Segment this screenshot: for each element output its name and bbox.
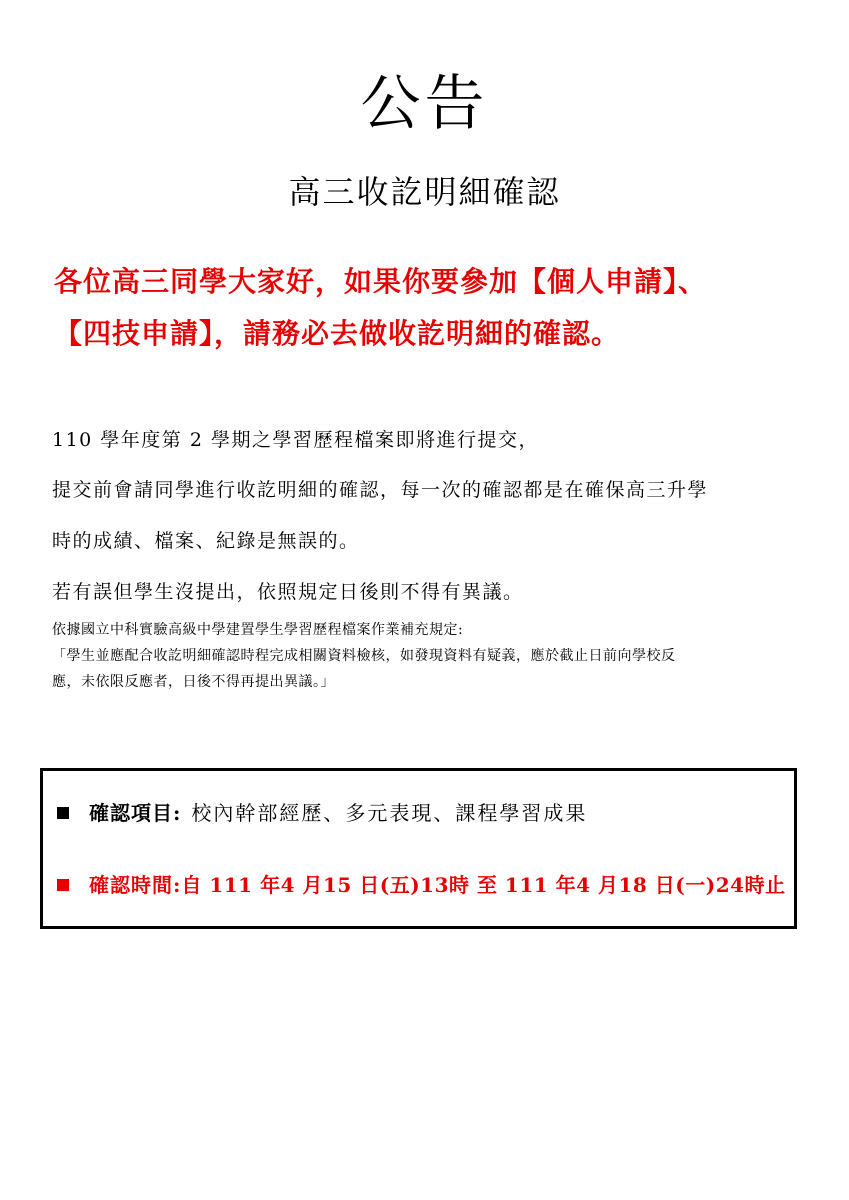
rule-line-3: 應，未依限反應者，日後不得再提出異議。」 [52, 674, 335, 690]
emphasis-line-1: 各位高三同學大家好，如果你要參加【個人申請】、 [54, 265, 708, 298]
confirmation-items-row [57, 799, 587, 827]
notice-subtitle: 高三收訖明細確認 [288, 173, 561, 211]
confirmation-time-row [57, 871, 786, 899]
body-line-2: 提交前會請同學進行收訖明細的確認，每一次的確認都是在確保高三升學 [52, 479, 709, 501]
rule-line-2: 「學生並應配合收訖明細確認時程完成相關資料檢核，如發現資料有疑義，應於截止日前向學校反 [52, 648, 676, 664]
confirmation-items-label: 確認項目: [89, 801, 182, 825]
square-bullet-icon [57, 879, 69, 891]
confirmation-time-value: 自 111 年4 月15 日(五)13時 至 111 年4 月18 日(一)24時止 [181, 873, 786, 897]
emphasis-line-2: 【四技申請】，請務必去做收訖明細的確認。 [54, 317, 621, 350]
notice-title: 公告 [360, 69, 489, 139]
confirmation-items-value: 校內幹部經歷、多元表現、課程學習成果 [191, 801, 588, 825]
body-line-3: 時的成績、檔案、紀錄是無誤的。 [52, 530, 360, 552]
confirmation-box [40, 768, 797, 929]
rule-line-1: 依據國立中科實驗高級中學建置學生學習歷程檔案作業補充規定: [52, 622, 464, 638]
confirmation-time-label: 確認時間: [89, 873, 182, 897]
body-line-1: 110 學年度第 2 學期之學習歷程檔案即將進行提交， [52, 429, 539, 451]
body-line-4: 若有誤但學生沒提出，依照規定日後則不得有異議。 [52, 581, 524, 603]
square-bullet-icon [57, 807, 69, 819]
